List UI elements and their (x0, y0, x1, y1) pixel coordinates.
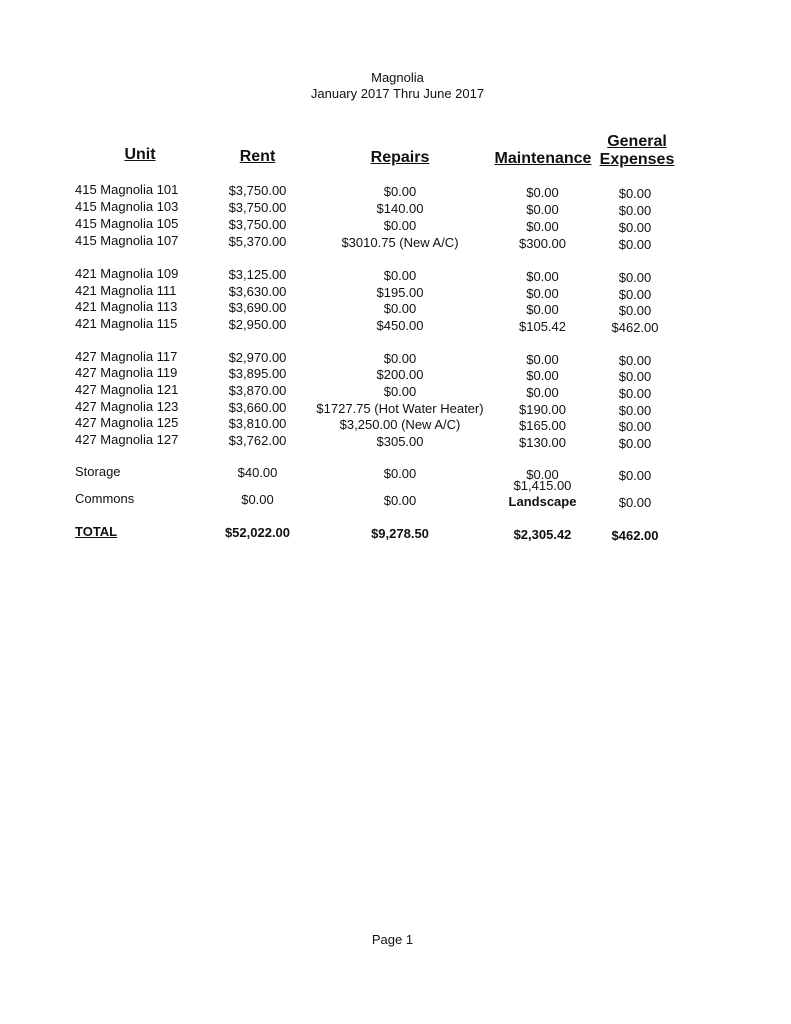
cell-rent: $5,370.00 (228, 234, 287, 249)
cell-general: $0.00 (618, 369, 652, 384)
totals-rent: $52,022.00 (224, 525, 291, 540)
cell-repairs: $0.00 (383, 351, 417, 366)
commons-maintenance-note: Landscape (508, 494, 577, 509)
cell-unit: 421 Magnolia 109 (75, 266, 179, 281)
cell-rent: $3,750.00 (228, 183, 287, 198)
cell-repairs: $0.00 (383, 184, 417, 199)
page-number: Page 1 (371, 932, 414, 947)
cell-rent: $3,125.00 (228, 267, 287, 282)
cell-rent: $3,750.00 (228, 200, 287, 215)
cell-unit: 427 Magnolia 127 (75, 432, 179, 447)
cell-repairs: $450.00 (376, 318, 424, 333)
cell-maintenance: $0.00 (526, 219, 559, 234)
cell-maintenance: $0.00 (526, 286, 559, 301)
cell-general: $0.00 (618, 436, 652, 451)
cell-repairs: $195.00 (376, 285, 424, 300)
cell-unit: 415 Magnolia 107 (75, 233, 179, 248)
cell-unit: 427 Magnolia 119 (75, 365, 178, 380)
cell-repairs: $200.00 (376, 367, 424, 382)
cell-repairs: $0.00 (383, 218, 417, 233)
cell-maintenance: $0.00 (526, 368, 559, 383)
cell-general: $0.00 (618, 287, 652, 302)
cell-maintenance: $130.00 (519, 435, 566, 450)
commons-unit: Commons (75, 491, 135, 506)
totals-label: TOTAL (75, 524, 118, 539)
cell-unit: 427 Magnolia 125 (75, 415, 179, 430)
cell-general: $0.00 (618, 468, 652, 483)
cell-rent: $3,895.00 (228, 366, 287, 381)
cell-repairs: $3,250.00 (New A/C) (339, 417, 461, 432)
column-header-repairs: Repairs (370, 149, 430, 166)
cell-maintenance: $300.00 (519, 236, 566, 251)
cell-unit: 421 Magnolia 115 (75, 316, 178, 331)
cell-maintenance: $105.42 (519, 319, 566, 334)
cell-general: $0.00 (618, 237, 652, 252)
cell-maintenance: $0.00 (526, 269, 559, 284)
cell-unit: 415 Magnolia 105 (75, 216, 179, 231)
cell-repairs: $0.00 (383, 384, 417, 399)
cell-maintenance: $165.00 (519, 418, 566, 433)
cell-general: $0.00 (618, 403, 652, 418)
cell-maintenance: $0.00 (526, 185, 559, 200)
cell-general: $0.00 (618, 220, 652, 235)
cell-rent: $3,750.00 (228, 217, 287, 232)
cell-unit: 415 Magnolia 103 (75, 199, 179, 214)
cell-repairs: $0.00 (383, 466, 417, 481)
cell-maintenance: $0.00 (526, 467, 559, 482)
cell-general: $462.00 (611, 320, 659, 335)
cell-rent: $3,810.00 (228, 416, 287, 431)
commons-repairs: $0.00 (383, 493, 417, 508)
report-property-title: Magnolia (371, 70, 424, 85)
commons-maintenance-amount: $1,415.00 (513, 478, 572, 493)
cell-repairs: $1727.75 (Hot Water Heater) (316, 401, 484, 416)
cell-general: $0.00 (618, 419, 652, 434)
cell-unit: 427 Magnolia 123 (75, 399, 179, 414)
cell-rent: $3,870.00 (228, 383, 287, 398)
cell-rent: $2,950.00 (228, 317, 287, 332)
cell-maintenance: $0.00 (526, 352, 559, 367)
cell-rent: $2,970.00 (228, 350, 287, 365)
cell-rent: $3,630.00 (228, 284, 287, 299)
column-header-general-line2: Expenses (599, 151, 675, 168)
totals-maintenance: $2,305.42 (513, 527, 572, 542)
commons-general: $0.00 (618, 495, 652, 510)
cell-rent: $3,690.00 (228, 300, 287, 315)
column-header-rent: Rent (239, 148, 276, 165)
cell-general: $0.00 (618, 270, 652, 285)
totals-general: $462.00 (611, 528, 659, 543)
totals-repairs: $9,278.50 (371, 526, 429, 541)
cell-rent: $3,762.00 (228, 433, 287, 448)
cell-repairs: $3010.75 (New A/C) (341, 235, 459, 250)
cell-unit: 421 Magnolia 113 (75, 299, 178, 314)
commons-rent: $0.00 (241, 492, 274, 507)
cell-rent: $40.00 (237, 465, 278, 480)
column-header-general-line1: General (607, 133, 667, 150)
report-period: January 2017 Thru June 2017 (310, 86, 485, 101)
cell-unit: 421 Magnolia 111 (75, 283, 177, 298)
cell-general: $0.00 (618, 386, 652, 401)
cell-repairs: $0.00 (383, 268, 417, 283)
cell-unit: Storage (75, 464, 121, 479)
cell-maintenance: $190.00 (519, 402, 566, 417)
cell-general: $0.00 (618, 186, 652, 201)
cell-unit: 427 Magnolia 117 (75, 349, 178, 364)
cell-rent: $3,660.00 (228, 400, 287, 415)
cell-repairs: $0.00 (383, 301, 417, 316)
column-header-maintenance: Maintenance (494, 150, 592, 167)
cell-general: $0.00 (618, 303, 652, 318)
cell-repairs: $140.00 (376, 201, 424, 216)
cell-maintenance: $0.00 (526, 302, 559, 317)
cell-general: $0.00 (618, 353, 652, 368)
cell-maintenance: $0.00 (526, 385, 559, 400)
cell-unit: 415 Magnolia 101 (75, 182, 179, 197)
cell-repairs: $305.00 (376, 434, 424, 449)
cell-maintenance: $0.00 (526, 202, 559, 217)
cell-general: $0.00 (618, 203, 652, 218)
cell-unit: 427 Magnolia 121 (75, 382, 179, 397)
column-header-unit: Unit (124, 146, 156, 163)
